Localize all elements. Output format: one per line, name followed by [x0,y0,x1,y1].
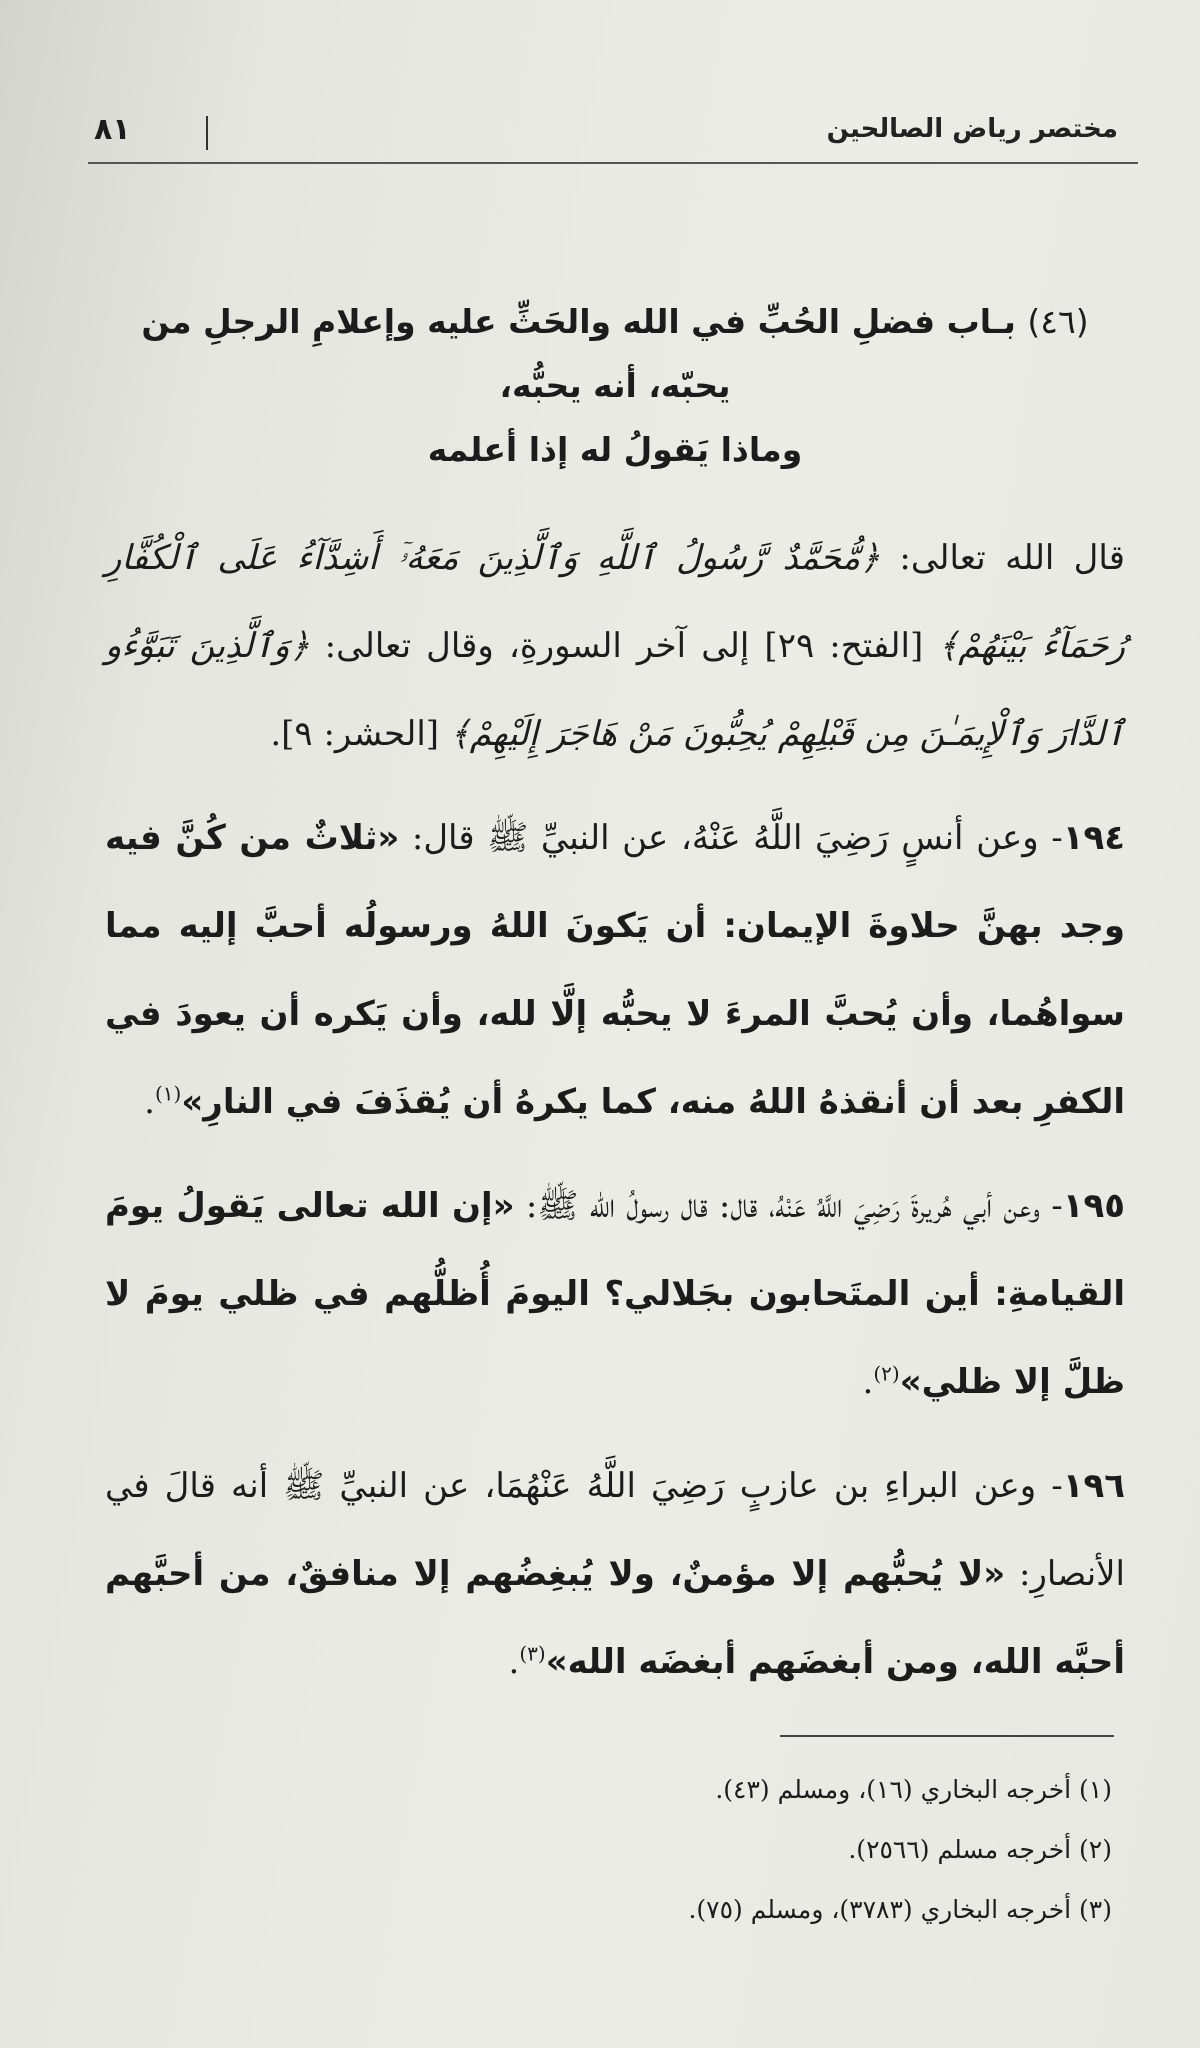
hadith-194: ١٩٤- وعن أنسٍ رَضِيَ اللَّهُ عَنْهُ، عن النبيِّ ﷺ قال: «ثلاثٌ من كُنَّ فيه وجد بهنَّ حلاوةَ الإيمان: أن يَكونَ اللهُ ورسولُه أحبَّ إليه مما سواهُما، وأن يُحبَّ المرءَ لا يحبُّه إلَّا لله، وأن يَكره أن يعودَ في الكفرِ بعد أن أنقذهُ اللهُ منه، كما يكرهُ أن يُقذَفَ في النارِ»$^{(١)}$. [105,818,1125,1122]
verse-ref-2: [الحشر: ٩]. [270,714,450,754]
intro-paragraph [105,514,1125,778]
hadith-195: ١٩٥- وعن أبي هُريرةَ رَضِيَ اللَّهُ عَنْهُ، قال: قال رسولُ الله ﷺ: «إن الله تعالى يَقولُ يومَ القيامةِ: أين المتَحابون بجَلالي؟ اليومَ أُظلُّهم في ظلي يومَ لا ظلَّ إلا ظلي»$^{(٢)}$. [105,1186,1125,1402]
hadith-narration: - وعن البراءِ بن عازبٍ رَضِيَ اللَّهُ عَنْهُمَا، عن النبيِّ ﷺ أنه قالَ في الأنصارِ: [105,1466,1126,1594]
chapter-heading [105,290,1125,482]
page-number: ٨١ [94,112,131,147]
footnotes [112,1760,1112,1940]
hadith-text: «إن الله تعالى يَقولُ يومَ القيامةِ: أين المتَحابون بجَلالي؟ اليومَ أُظلُّهم في ظلي يومَ لا ظلَّ إلا ظلي» [105,1186,1125,1402]
chapter-title-line1: بـاب فضلِ الحُبِّ في الله والحَثِّ عليه وإعلامِ الرجلِ من يحبّه، أنه يحبُّه، [141,302,1016,405]
hadith-number: ١٩٤ [1062,818,1125,858]
verse-ref-1: [الفتح: ٢٩] إلى آخر السورةِ، وقال تعالى: [309,626,939,666]
header-rule [88,162,1138,164]
hadith-number: ١٩٦ [1062,1466,1126,1506]
page-header [88,108,1138,164]
footnote-3: (٣) أخرجه البخاري (٣٧٨٣)، ومسلم (٧٥). [688,1895,1112,1924]
hadith-text: «لا يُحبُّهم إلا مؤمنٌ، ولا يُبغِضُهم إلا منافقٌ، من أحبَّهم أحبَّه الله، ومن أبغضَهم أبغضَه الله» [105,1554,1125,1682]
hadith-text: «ثلاثٌ من كُنَّ فيه وجد بهنَّ حلاوةَ الإيمان: أن يَكونَ اللهُ ورسولُه أحبَّ إليه مما سواهُما، وأن يُحبَّ المرءَ لا يحبُّه إلَّا لله، وأن يَكره أن يعودَ في الكفرِ بعد أن أنقذهُ اللهُ منه، كما يكرهُ أن يُقذَفَ في النارِ» [105,818,1125,1122]
footnote-ref: (١) [154,1081,182,1106]
footnote-ref: (٢) [873,1361,900,1386]
quran-verse-1: ﴿مُّحَمَّدٌ رَّسُولُ ٱللَّهِ وَٱلَّذِينَ مَعَهُۥٓ أَشِدَّآءُ عَلَى ٱلْكُفَّارِ رُحَمَآءُ بَيْنَهُمْ﴾ [105,538,1126,666]
chapter-number: (٤٦) [1027,302,1089,341]
footnote-2: (٢) أخرجه مسلم (٢٥٦٦). [848,1835,1112,1864]
footnote-1: (١) أخرجه البخاري (١٦)، ومسلم (٤٣). [715,1775,1112,1804]
page-content [105,290,1125,1722]
header-separator [206,116,208,150]
chapter-title-line2: وماذا يَقولُ له إذا أعلمه [427,430,803,469]
footnote-separator [780,1735,1114,1737]
hadith-narration: - وعن أبي هُريرةَ رَضِيَ اللَّهُ عَنْهُ، قال: قال رسولُ الله ﷺ: [514,1186,1063,1226]
intro-opening: قال الله تعالى: [880,538,1125,578]
hadith-narration: - وعن أنسٍ رَضِيَ اللَّهُ عَنْهُ، عن النبيِّ ﷺ قال: [399,818,1063,858]
hadith-196: ١٩٦- وعن البراءِ بن عازبٍ رَضِيَ اللَّهُ عَنْهُمَا، عن النبيِّ ﷺ أنه قالَ في الأنصارِ: «لا يُحبُّهم إلا مؤمنٌ، ولا يُبغِضُهم إلا منافقٌ، من أحبَّهم أحبَّه الله، ومن أبغضَهم أبغضَه الله»$^{(٣)}$. [105,1466,1126,1682]
footnote-ref: (٣) [519,1641,546,1666]
hadith-number: ١٩٥ [1062,1186,1125,1226]
quran-verse-2: ﴿وَٱلَّذِينَ تَبَوَّءُو ٱلدَّارَ وَٱلْإِيمَـٰنَ مِن قَبْلِهِمْ يُحِبُّونَ مَنْ هَاجَرَ إِلَيْهِمْ﴾ [105,626,1125,754]
book-title: مختصر رياض الصالحين [826,114,1118,144]
